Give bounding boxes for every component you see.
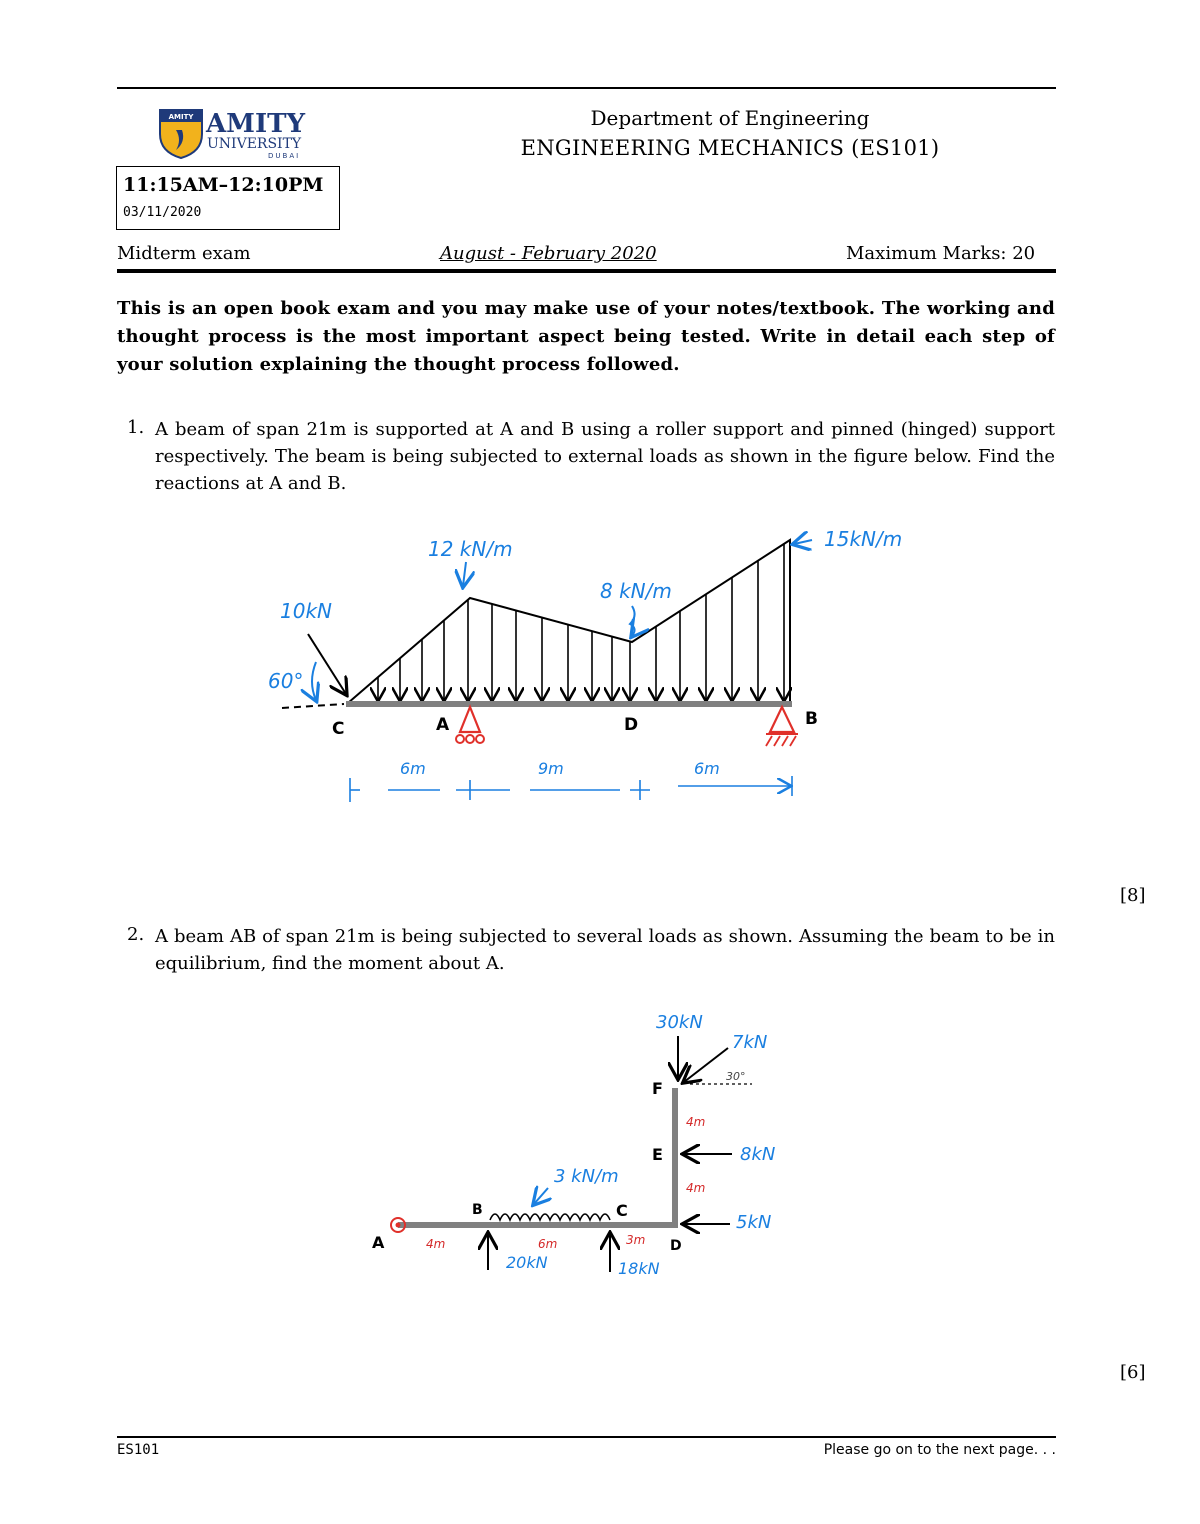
load-profile	[348, 540, 790, 703]
university-logo	[158, 108, 318, 160]
amity-shield-icon	[158, 108, 318, 160]
angle-30-label: 30°	[726, 1070, 746, 1083]
exam-time: 11:15AM–12:10PM	[123, 174, 324, 196]
svg-text:UNIVERSITY: UNIVERSITY	[207, 136, 302, 152]
node-b2-label: B	[472, 1202, 483, 1218]
node-d2-label: D	[670, 1238, 682, 1254]
span-2-label: 9m	[538, 759, 564, 778]
node-c2-label: C	[616, 1201, 628, 1220]
load-15-label: 15kN/m	[824, 527, 903, 551]
svg-text:AMITY: AMITY	[206, 109, 306, 139]
node-c-label: C	[332, 719, 345, 739]
footer-rule	[117, 1436, 1056, 1438]
dim-bc: 6m	[538, 1237, 558, 1251]
question-2-marks: [6]	[1120, 1362, 1146, 1383]
udl-coil	[490, 1214, 610, 1220]
exam-instructions: This is an open book exam and you may make use of your notes/textbook. The working and thought process is the most important aspect being tested. Write in detail each step of your solution explaining the thought process followed.	[117, 298, 1055, 375]
svg-text:AMITY: AMITY	[168, 113, 194, 121]
question-2-figure	[360, 1000, 820, 1290]
dim-cd: 3m	[626, 1233, 646, 1247]
force-7-label: 7kN	[732, 1032, 768, 1053]
angle-label: 60°	[268, 669, 304, 693]
node-a2-label: A	[372, 1233, 385, 1252]
question-1-number: 1.	[127, 417, 145, 438]
top-rule	[117, 87, 1056, 89]
node-e2-label: E	[652, 1145, 663, 1164]
exam-session: August - February 2020	[440, 243, 657, 264]
header-rule	[117, 269, 1056, 273]
node-f2-label: F	[652, 1079, 663, 1098]
department-title: Department of Engineering	[590, 106, 870, 130]
dim-ef: 4m	[686, 1115, 706, 1129]
node-a-label: A	[436, 715, 450, 735]
dimension-line	[350, 776, 792, 802]
exam-type: Midterm exam	[117, 243, 251, 264]
beam	[346, 701, 792, 707]
max-marks: Maximum Marks: 20	[846, 243, 1036, 264]
svg-text:DUBAI: DUBAI	[268, 152, 301, 160]
time-box	[116, 166, 340, 230]
load-8-label: 8 kN/m	[600, 579, 672, 603]
vertical-member	[672, 1088, 678, 1228]
point-load-label: 10kN	[280, 599, 332, 623]
course-title: ENGINEERING MECHANICS (ES101)	[520, 136, 940, 160]
pinned-support-b	[766, 707, 798, 746]
force-30-label: 30kN	[656, 1012, 703, 1033]
point-load-arrow	[308, 634, 346, 694]
exam-date: 03/11/2020	[123, 205, 202, 220]
load-12-label: 12 kN/m	[428, 537, 513, 561]
force-20-label: 20kN	[506, 1253, 548, 1272]
horizontal-member	[398, 1222, 678, 1228]
udl-label: 3 kN/m	[554, 1166, 619, 1187]
roller-support-a	[456, 707, 484, 743]
force-18-label: 18kN	[618, 1259, 660, 1278]
node-d-label: D	[624, 715, 639, 735]
node-b-label: B	[805, 709, 818, 729]
question-1-figure	[260, 510, 920, 840]
span-1-label: 6m	[400, 759, 426, 778]
question-1-text: A beam of span 21m is supported at A and B using a roller support and pinned (hinged) support respectively. The beam is being subjected to external loads as shown in the figure below. Find the reactions at A and B.	[155, 419, 1055, 494]
question-2-text: A beam AB of span 21m is being subjected to several loads as shown. Assuming the beam to be in equilibrium, find the moment about A.	[155, 926, 1055, 974]
force-5-label: 5kN	[736, 1212, 772, 1233]
question-2-number: 2.	[127, 924, 145, 945]
question-1-marks: [8]	[1120, 885, 1146, 906]
footer-next-page: Please go on to the next page. . .	[823, 1442, 1056, 1458]
dim-ab: 4m	[426, 1237, 446, 1251]
distributed-load-arrows	[378, 544, 784, 700]
force-8-label: 8kN	[740, 1144, 776, 1165]
dim-de: 4m	[686, 1181, 706, 1195]
span-3-label: 6m	[694, 759, 720, 778]
footer-course-code: ES101	[117, 1442, 160, 1458]
